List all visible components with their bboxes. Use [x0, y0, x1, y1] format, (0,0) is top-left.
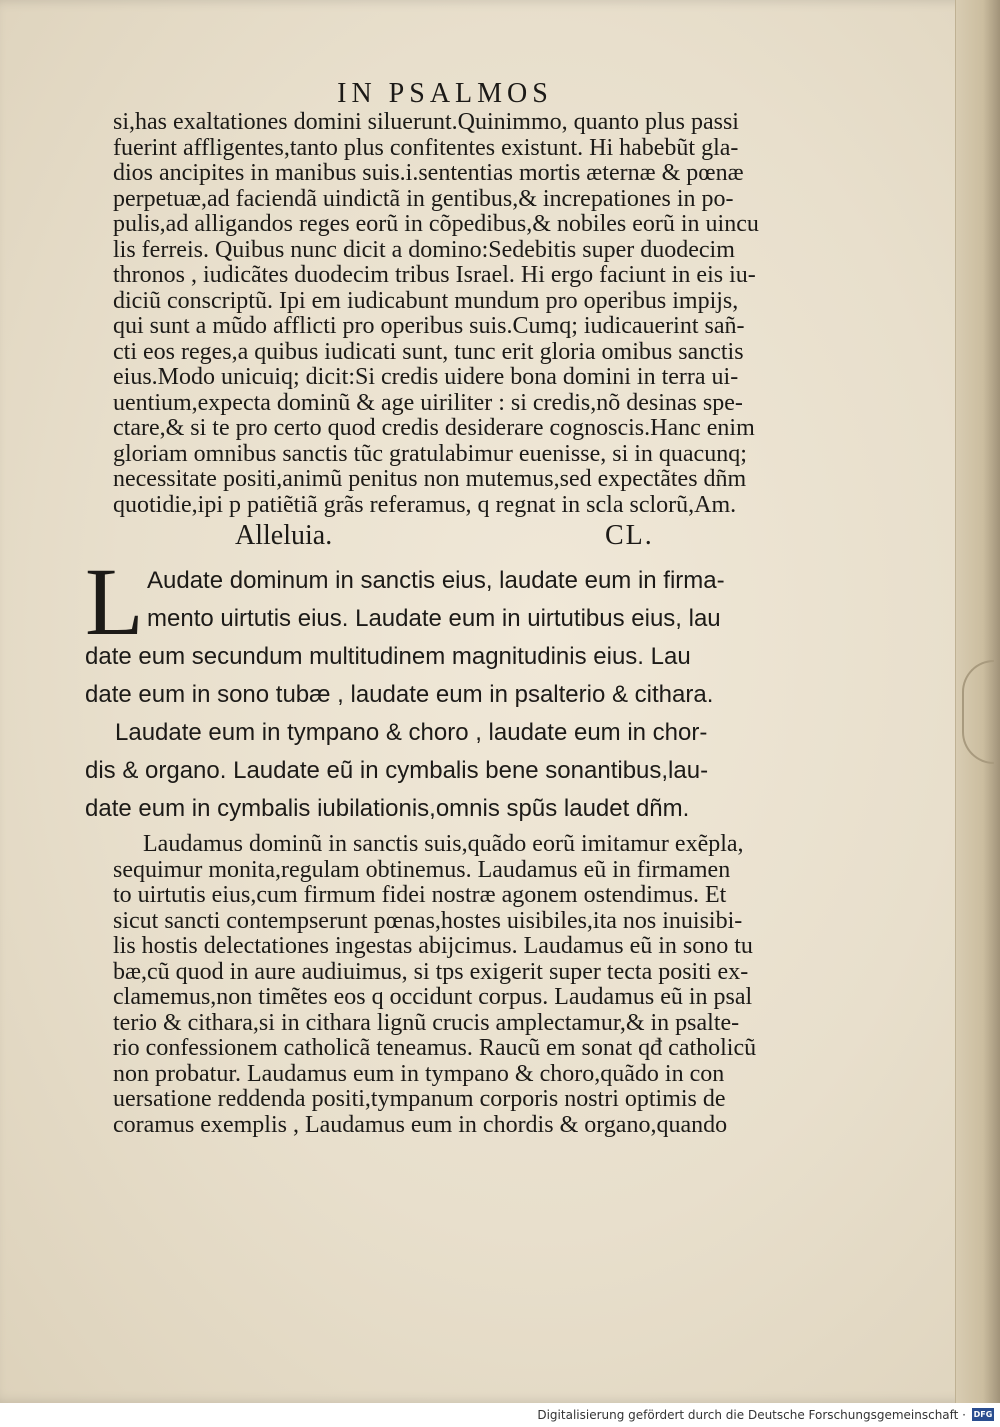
funding-credit: Digitalisierung gefördert durch die Deutsche Forschungsgemeinschaft ·	[537, 1408, 966, 1422]
text-line: to uirtutis eius,cum firmum fidei nostræ agonem ostendimus. Et	[113, 882, 727, 908]
text-line: si,has exaltationes domini siluerunt.Quinimmo, quanto plus passi	[113, 109, 739, 135]
text-line: bæ,cũ quod in aure audiuimus, si tps exigerit super tecta positi ex-	[113, 958, 749, 985]
heading-alleluia: Alleluia.	[235, 520, 333, 551]
text-line: ctare,& si te pro certo quod credis desiderare cognoscis.Hanc enim	[113, 415, 755, 441]
text-line: clamemus,non timẽtes eos q occidunt corpus. Laudamus eũ in psal	[113, 984, 753, 1010]
commentary-paragraph-2	[113, 832, 775, 1138]
drop-cap: L	[85, 548, 144, 655]
running-head: IN PSALMOS	[337, 78, 553, 109]
text-line: necessitate positi,animũ penitus non mutemus,sed expectãtes dñm	[113, 466, 747, 492]
psalm-number: CL.	[605, 520, 654, 551]
text-line: fuerint affligentes,tanto plus confitentes existunt. Hi habebũt gla-	[113, 134, 739, 161]
text-line: sequimur monita,regulam obtinemus. Laudamus eũ in firmamen	[113, 856, 731, 883]
book-clasp-mark	[962, 660, 994, 764]
text-line: Laudamus dominũ in sanctis suis,quãdo eorũ imitamur exẽpla,	[143, 831, 744, 857]
text-block	[85, 78, 775, 1138]
text-line: sicut sancti contempserunt pœnas,hostes uisibiles,ita nos inuisibi-	[113, 907, 743, 934]
text-line: non probatur. Laudamus eum in tympano & choro,quãdo in con	[113, 1060, 725, 1087]
text-line: pulis,ad alligandos reges eorũ in cõpedibus,& nobiles eorũ in uincu	[113, 211, 759, 237]
commentary-paragraph-1	[113, 110, 775, 518]
text-line: eius.Modo unicuiq; dicit:Si credis uidere bona domini in terra ui-	[113, 364, 739, 390]
text-line: terio & cithara,si in cithara lignũ crucis amplectamur,& in psalte-	[113, 1009, 740, 1036]
text-line: thronos , iudicãtes duodecim tribus Israel. Hi ergo faciunt in eis iu-	[113, 262, 756, 288]
text-line: coramus exemplis , Laudamus eum in chordis & organo,quando	[113, 1111, 728, 1138]
text-line: uersatione reddenda positi,tympanum corporis nostri optimis de	[113, 1086, 726, 1112]
text-line: lis hostis delectationes ingestas abijcimus. Laudamus eũ in sono tu	[113, 933, 753, 959]
psalm-line: Laudate eum in tympano & choro , laudate eum in chor-	[115, 719, 708, 746]
text-line: gloriam omnibus sanctis tũc gratulabimur euenisse, si in quacunq;	[113, 440, 747, 467]
text-line: diciũ conscriptũ. Ipi em iudicabunt mundum pro operibus impijs,	[113, 287, 739, 314]
dfg-logo-icon: DFG	[973, 1410, 993, 1419]
psalm-line: dis & organo. Laudate eũ in cymbalis bene sonantibus,lau-	[85, 757, 709, 784]
text-line: dios ancipites in manibus suis.i.sententias mortis æternæ & pœnæ	[113, 160, 744, 186]
psalm-line: date eum in sono tubæ , laudate eum in psalterio & cithara.	[85, 681, 714, 708]
psalm-heading	[85, 518, 775, 552]
psalm-text	[85, 548, 775, 828]
text-line: cti eos reges,a quibus iudicati sunt, tunc erit gloria omibus sanctis	[113, 338, 744, 365]
text-line: perpetuæ,ad faciendã uindictã in gentibus,& increpationes in po-	[113, 185, 734, 212]
text-line: quotidie,ipi p patiẽtiã grãs referamus, q regnat in scla sclorũ,Am.	[113, 491, 737, 518]
text-line: lis ferreis. Quibus nunc dicit a domino:Sedebitis super duodecim	[113, 236, 735, 263]
psalm-line: date eum in cymbalis iubilationis,omnis spũs laudet dñm.	[85, 795, 690, 822]
psalm-line: mento uirtutis eius. Laudate eum in uirtutibus eius, lau	[147, 605, 721, 632]
psalm-line: Audate dominum in sanctis eius, laudate eum in firma-	[147, 567, 725, 594]
text-line: qui sunt a mũdo afflicti pro operibus suis.Cumq; iudicauerint sañ-	[113, 313, 745, 339]
psalm-line: date eum secundum multitudinem magnitudinis eius. Lau	[85, 643, 691, 670]
text-line: rio confessionem catholicã teneamus. Raucũ em sonat qđ catholicũ	[113, 1035, 757, 1061]
text-line: uentium,expecta dominũ & age uiriliter : si credis,nõ desinas spe-	[113, 389, 743, 416]
